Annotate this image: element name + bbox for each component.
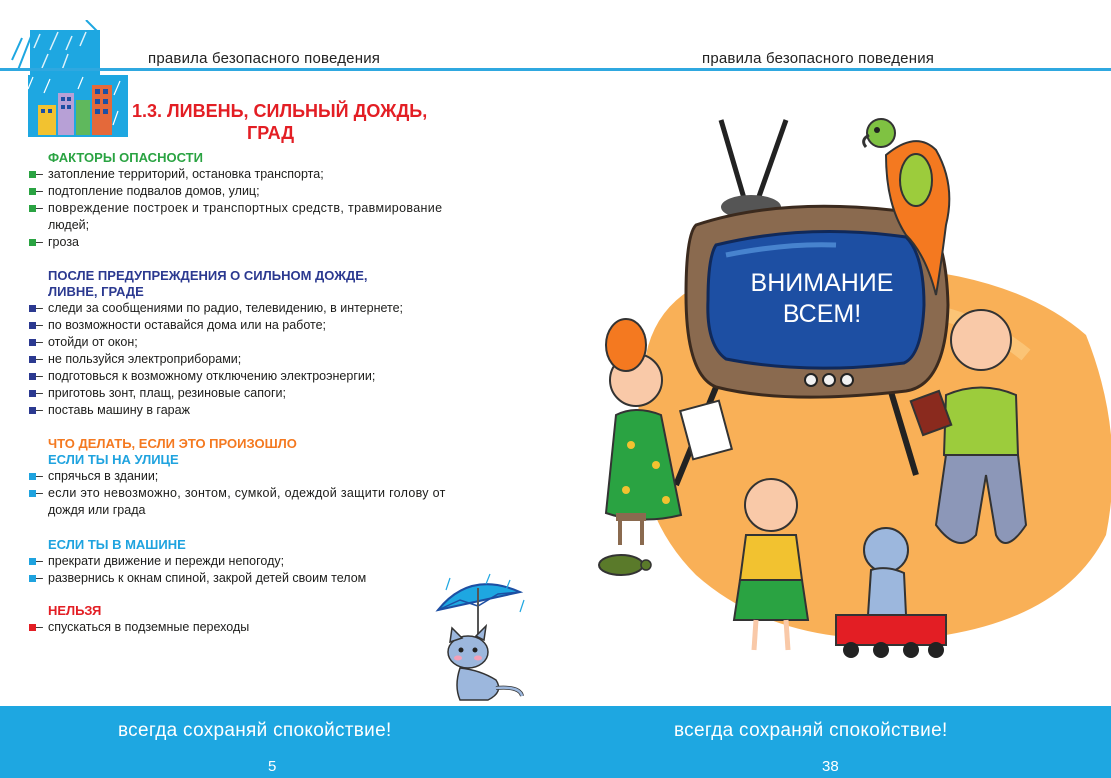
section-title [132, 100, 452, 144]
title-line-1: 1.3. ЛИВЕНЬ, СИЛЬНЫЙ ДОЖДЬ, [132, 101, 428, 121]
header-line-right [556, 68, 1111, 71]
section-heading: НЕЛЬЗЯ [48, 603, 102, 618]
bullet-square [29, 356, 36, 363]
list-item: – спрячься в здании; [28, 468, 548, 485]
section-subheading: ЕСЛИ ТЫ НА УЛИЦЕ [48, 452, 179, 467]
bullet-square [29, 339, 36, 346]
list-item: – подтопление подвалов домов, улиц; [28, 183, 548, 200]
list-item: – приготовь зонт, плащ, резиновые сапоги; [28, 385, 548, 402]
footer-slogan-right: всегда сохраняй спокойствие! [674, 720, 948, 741]
bullet-square [29, 373, 36, 380]
bullet-square [29, 239, 36, 246]
tv-text-line-1: ВНИМАНИЕ [750, 269, 894, 297]
tv-screen-text [742, 268, 902, 330]
bullet-square [29, 575, 36, 582]
cat-with-umbrella-illustration [430, 570, 540, 705]
bullet-square [29, 624, 36, 631]
list-item: – развернись к окнам спиной, закрой детей своим телом [28, 570, 548, 587]
tv-text-line-2: ВСЕМ! [782, 300, 862, 328]
page-header-right: правила безопасного поведения [702, 50, 935, 67]
bullet-square [29, 490, 36, 497]
bullet-square [29, 171, 36, 178]
section-heading: ФАКТОРЫ ОПАСНОСТИ [48, 150, 203, 165]
bullet-square [29, 205, 36, 212]
list-item: – подготовься к возможному отключению электроэнергии; [28, 368, 548, 385]
page-number-right: 38 [822, 758, 839, 775]
list-item: – гроза [28, 234, 548, 251]
header-line-left [0, 68, 556, 71]
list-item: – не пользуйся электроприборами; [28, 351, 548, 368]
list-item: – отойди от окон; [28, 334, 548, 351]
list-item: – затопление территорий, остановка транспорта; [28, 166, 548, 183]
bullet-square [29, 188, 36, 195]
bullet-square [29, 473, 36, 480]
bullet-square [29, 390, 36, 397]
section-after-warning [28, 268, 548, 419]
footer-slogan-left: всегда сохраняй спокойствие! [118, 720, 392, 741]
city-rain-icon [28, 75, 128, 137]
list-item: – по возможности оставайся дома или на работе; [28, 317, 548, 334]
footer-bar [0, 706, 1111, 778]
list-item: – следи за сообщениями по радио, телевидению, в интернете; [28, 300, 548, 317]
section-heading: ЧТО ДЕЛАТЬ, ЕСЛИ ЭТО ПРОИЗОШЛО [48, 436, 297, 451]
title-line-2: ГРАД [247, 123, 295, 143]
corner-rain-decoration [10, 20, 100, 75]
section-heading: ЕСЛИ ТЫ В МАШИНЕ [48, 537, 186, 552]
bullet-square [29, 407, 36, 414]
section-what-to-do [28, 436, 548, 519]
page-header-left: правила безопасного поведения [148, 50, 381, 67]
list-item: – повреждение построек и транспортных средств, травмирование людей; [28, 200, 548, 234]
bullet-square [29, 305, 36, 312]
list-item: – спускаться в подземные переходы [28, 619, 548, 636]
list-item: – прекрати движение и пережди непогоду; [28, 553, 548, 570]
list-item: – если это невозможно, зонтом, сумкой, одеждой защити голову от дождя или града [28, 485, 548, 519]
right-page [556, 0, 1111, 778]
bullet-square [29, 558, 36, 565]
tv-and-family-illustration [586, 95, 1111, 695]
section-heading: ПОСЛЕ ПРЕДУПРЕЖДЕНИЯ О СИЛЬНОМ ДОЖДЕ, ЛИВНЕ, ГРАДЕ [48, 268, 368, 299]
bullet-square [29, 322, 36, 329]
section-danger-factors [28, 150, 548, 251]
list-item: – поставь машину в гараж [28, 402, 548, 419]
page-number-left: 5 [268, 758, 277, 775]
